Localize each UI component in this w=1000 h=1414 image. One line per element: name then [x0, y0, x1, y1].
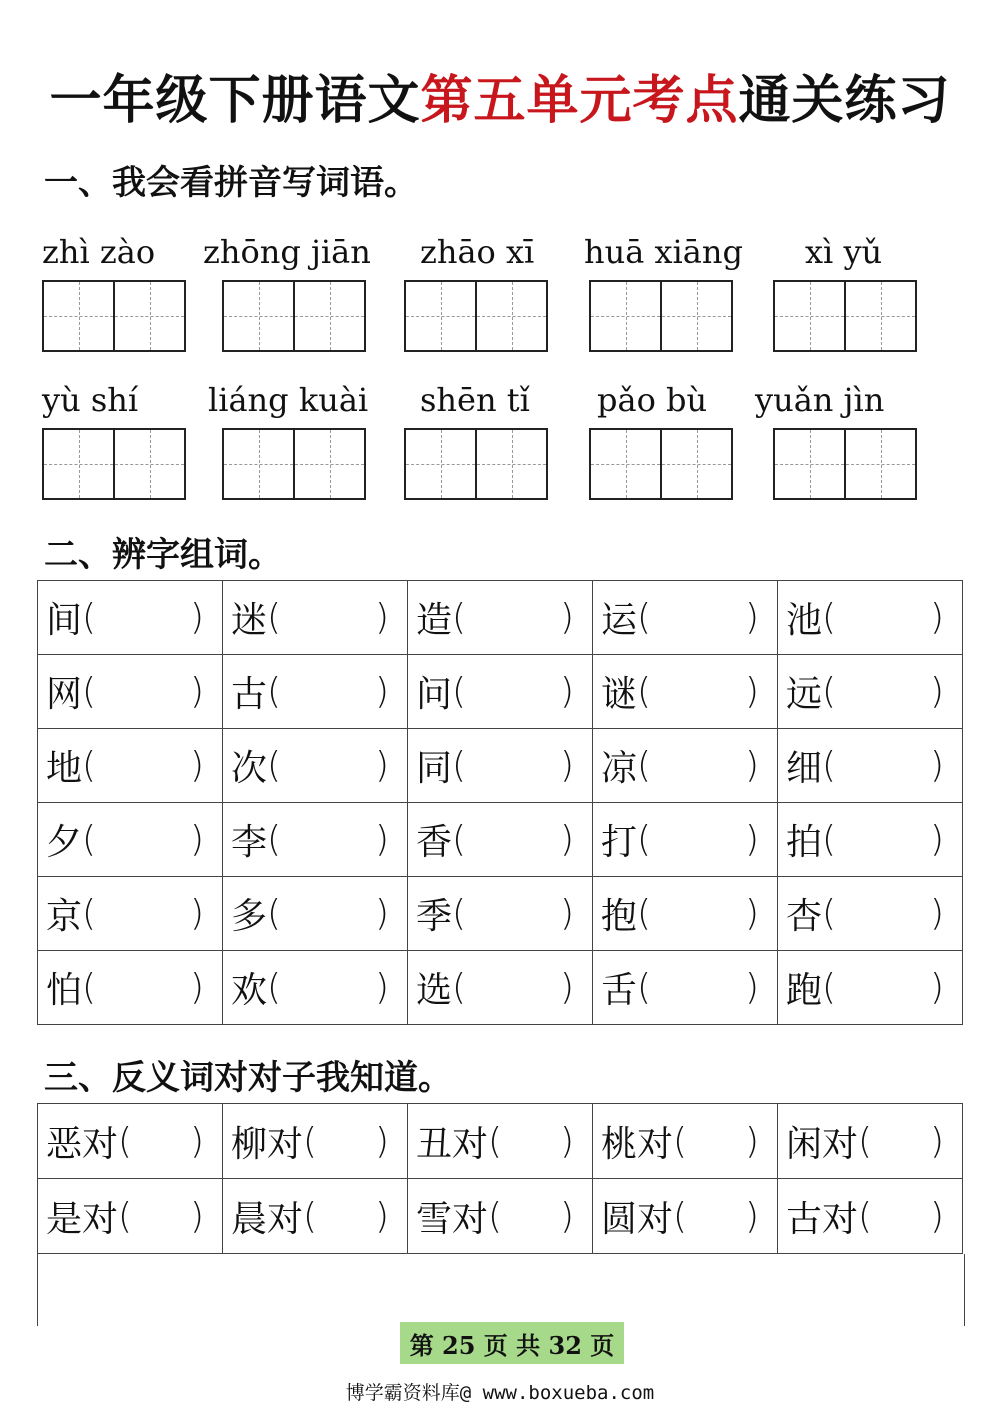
- cell-content: [786, 803, 944, 876]
- prompt-character: 雪对: [416, 1198, 489, 1240]
- word-group-table: [37, 580, 963, 1025]
- right-paren: ): [929, 1120, 944, 1162]
- table-cell[interactable]: [778, 1104, 963, 1179]
- table-cell[interactable]: [38, 655, 223, 729]
- left-paren: (: [118, 1195, 133, 1237]
- writing-box[interactable]: [404, 428, 548, 500]
- table-cell[interactable]: [223, 951, 408, 1025]
- prompt-character: 恶对: [46, 1123, 119, 1165]
- prompt-character: 抱: [601, 896, 638, 937]
- prompt-character: 舌: [601, 970, 638, 1011]
- right-paren: ): [744, 1195, 759, 1237]
- left-paren: (: [452, 745, 467, 786]
- cell-content: [231, 729, 389, 802]
- table-bottom-edge: [37, 1254, 965, 1326]
- prompt-character: 是对: [46, 1198, 119, 1240]
- right-paren: ): [744, 597, 759, 638]
- writing-box[interactable]: [222, 428, 366, 500]
- prompt-character: 凉: [601, 748, 638, 789]
- cell-content: [416, 581, 574, 654]
- pinyin-item: [404, 230, 550, 352]
- cell-content: [601, 1179, 759, 1253]
- left-paren: (: [267, 967, 282, 1008]
- cell-content: [601, 951, 759, 1024]
- table-cell[interactable]: [778, 951, 963, 1025]
- table-cell[interactable]: [223, 581, 408, 655]
- table-cell[interactable]: [593, 655, 778, 729]
- prompt-character: 问: [416, 674, 453, 715]
- table-cell[interactable]: [408, 803, 593, 877]
- prompt-character: 夕: [46, 822, 83, 863]
- table-cell[interactable]: [223, 1104, 408, 1179]
- cell-content: [46, 729, 204, 802]
- writing-box[interactable]: [773, 428, 917, 500]
- cell-content: [231, 581, 389, 654]
- left-paren: (: [118, 1120, 133, 1162]
- left-paren: (: [822, 745, 837, 786]
- right-paren: ): [744, 819, 759, 860]
- right-paren: ): [189, 819, 204, 860]
- cell-content: [601, 1104, 759, 1178]
- right-paren: ): [559, 819, 574, 860]
- cell-content: [786, 1179, 944, 1253]
- cell-content: [416, 1104, 574, 1178]
- cell-content: [231, 803, 389, 876]
- prompt-character: 丑对: [416, 1123, 489, 1165]
- table-cell[interactable]: [593, 877, 778, 951]
- cell-content: [416, 803, 574, 876]
- table-cell[interactable]: [38, 803, 223, 877]
- section-2-heading: 二、辨字组词。: [44, 535, 282, 575]
- prompt-character: 圆对: [601, 1198, 674, 1240]
- pinyin-row-1: [0, 230, 1000, 360]
- prompt-character: 网: [46, 674, 83, 715]
- pinyin-item: [773, 230, 919, 352]
- left-paren: (: [822, 671, 837, 712]
- right-paren: ): [559, 1195, 574, 1237]
- left-paren: (: [267, 819, 282, 860]
- pinyin-text: xì yǔ: [805, 233, 883, 271]
- pinyin-item: [589, 378, 735, 500]
- prompt-character: 杏: [786, 896, 823, 937]
- right-paren: ): [374, 671, 389, 712]
- pinyin-text: huā xiāng: [584, 233, 743, 271]
- right-paren: ): [559, 671, 574, 712]
- prompt-character: 造: [416, 600, 453, 641]
- prompt-character: 怕: [46, 970, 83, 1011]
- right-paren: ): [929, 819, 944, 860]
- pinyin-text: zhōng jiān: [203, 233, 371, 271]
- pinyin-text: shēn tǐ: [420, 381, 530, 419]
- cell-content: [786, 581, 944, 654]
- cell-content: [416, 1179, 574, 1253]
- right-paren: ): [744, 893, 759, 934]
- left-paren: (: [637, 745, 652, 786]
- right-paren: ): [929, 1195, 944, 1237]
- pinyin-item: [208, 378, 369, 500]
- prompt-character: 选: [416, 970, 453, 1011]
- left-paren: (: [303, 1195, 318, 1237]
- left-paren: (: [637, 597, 652, 638]
- left-paren: (: [82, 819, 97, 860]
- table-cell[interactable]: [223, 1179, 408, 1254]
- pinyin-text: yù shí: [42, 381, 139, 419]
- prompt-character: 同: [416, 748, 453, 789]
- right-paren: ): [559, 893, 574, 934]
- cell-content: [46, 1179, 204, 1253]
- pinyin-item: [42, 378, 188, 500]
- prompt-character: 运: [601, 600, 638, 641]
- table-cell[interactable]: [38, 581, 223, 655]
- prompt-character: 晨对: [231, 1198, 304, 1240]
- table-row: [38, 877, 963, 951]
- right-paren: ): [189, 1120, 204, 1162]
- writing-box[interactable]: [222, 280, 366, 352]
- table-cell[interactable]: [223, 655, 408, 729]
- pinyin-item: [203, 230, 371, 352]
- prompt-character: 池: [786, 600, 823, 641]
- pinyin-text: pǎo bù: [597, 381, 708, 419]
- prompt-character: 古对: [786, 1198, 859, 1240]
- pinyin-item: [404, 378, 550, 500]
- left-paren: (: [822, 597, 837, 638]
- prompt-character: 季: [416, 896, 453, 937]
- right-paren: ): [374, 893, 389, 934]
- pinyin-row-2: [0, 378, 1000, 508]
- prompt-character: 欢: [231, 970, 268, 1011]
- cell-content: [601, 655, 759, 728]
- table-cell[interactable]: [408, 729, 593, 803]
- table-row: [38, 1104, 963, 1179]
- writing-box[interactable]: [773, 280, 917, 352]
- pinyin-text: zhì zào: [42, 233, 156, 271]
- cell-content: [231, 1104, 389, 1178]
- table-cell[interactable]: [408, 951, 593, 1025]
- cell-content: [416, 877, 574, 950]
- left-paren: (: [673, 1195, 688, 1237]
- left-paren: (: [488, 1120, 503, 1162]
- prompt-character: 京: [46, 896, 83, 937]
- left-paren: (: [673, 1120, 688, 1162]
- cell-content: [601, 729, 759, 802]
- right-paren: ): [189, 597, 204, 638]
- left-paren: (: [822, 819, 837, 860]
- writing-box[interactable]: [589, 280, 733, 352]
- left-paren: (: [637, 819, 652, 860]
- section-1-heading: 一、我会看拼音写词语。: [44, 163, 418, 203]
- table-cell[interactable]: [593, 581, 778, 655]
- table-cell[interactable]: [778, 655, 963, 729]
- title-part-2: 第五单元考点: [420, 71, 739, 131]
- right-paren: ): [744, 745, 759, 786]
- table-cell[interactable]: [778, 581, 963, 655]
- table-cell[interactable]: [408, 1104, 593, 1179]
- cell-content: [231, 877, 389, 950]
- prompt-character: 李: [231, 822, 268, 863]
- table-cell[interactable]: [593, 951, 778, 1025]
- cell-content: [416, 729, 574, 802]
- prompt-character: 跑: [786, 970, 823, 1011]
- prompt-character: 地: [46, 748, 83, 789]
- left-paren: (: [637, 893, 652, 934]
- pinyin-text: yuǎn jìn: [755, 381, 885, 419]
- table-cell[interactable]: [408, 581, 593, 655]
- table-cell[interactable]: [223, 803, 408, 877]
- right-paren: ): [929, 967, 944, 1008]
- left-paren: (: [82, 745, 97, 786]
- left-paren: (: [637, 671, 652, 712]
- right-paren: ): [189, 745, 204, 786]
- prompt-character: 闲对: [786, 1123, 859, 1165]
- table-cell[interactable]: [38, 729, 223, 803]
- left-paren: (: [488, 1195, 503, 1237]
- table-cell[interactable]: [223, 729, 408, 803]
- prompt-character: 拍: [786, 822, 823, 863]
- table-cell[interactable]: [408, 1179, 593, 1254]
- right-paren: ): [189, 967, 204, 1008]
- title-part-3: 通关练习: [738, 71, 951, 131]
- left-paren: (: [267, 671, 282, 712]
- right-paren: ): [374, 597, 389, 638]
- table-row: [38, 803, 963, 877]
- table-cell[interactable]: [38, 1104, 223, 1179]
- cell-content: [416, 951, 574, 1024]
- left-paren: (: [82, 597, 97, 638]
- table-row: [38, 581, 963, 655]
- left-paren: (: [822, 967, 837, 1008]
- cell-content: [46, 803, 204, 876]
- right-paren: ): [374, 1120, 389, 1162]
- right-paren: ): [744, 1120, 759, 1162]
- left-paren: (: [822, 893, 837, 934]
- cell-content: [786, 729, 944, 802]
- cell-content: [786, 877, 944, 950]
- right-paren: ): [744, 967, 759, 1008]
- prompt-character: 古: [231, 674, 268, 715]
- left-paren: (: [452, 671, 467, 712]
- cell-content: [786, 951, 944, 1024]
- table-row: [38, 655, 963, 729]
- right-paren: ): [559, 745, 574, 786]
- right-paren: ): [374, 819, 389, 860]
- cell-content: [601, 803, 759, 876]
- prompt-character: 远: [786, 674, 823, 715]
- table-row: [38, 951, 963, 1025]
- table-row: [38, 1179, 963, 1254]
- antonym-table: [37, 1103, 963, 1254]
- left-paren: (: [303, 1120, 318, 1162]
- right-paren: ): [559, 1120, 574, 1162]
- right-paren: ): [744, 671, 759, 712]
- cell-content: [46, 655, 204, 728]
- table-cell[interactable]: [408, 655, 593, 729]
- right-paren: ): [374, 745, 389, 786]
- left-paren: (: [858, 1120, 873, 1162]
- cell-content: [231, 1179, 389, 1253]
- cell-content: [601, 581, 759, 654]
- pinyin-item: [755, 378, 901, 500]
- table-cell[interactable]: [778, 803, 963, 877]
- left-paren: (: [267, 745, 282, 786]
- left-paren: (: [452, 967, 467, 1008]
- cell-content: [46, 1104, 204, 1178]
- title-part-1: 一年级下册语文: [49, 71, 421, 131]
- right-paren: ): [374, 1195, 389, 1237]
- page-number-badge: 第 25 页 共 32 页: [400, 1322, 624, 1364]
- left-paren: (: [82, 671, 97, 712]
- cell-content: [786, 1104, 944, 1178]
- right-paren: ): [374, 967, 389, 1008]
- table-cell[interactable]: [778, 729, 963, 803]
- table-cell[interactable]: [778, 1179, 963, 1254]
- pinyin-text: liáng kuài: [208, 381, 369, 419]
- left-paren: (: [267, 893, 282, 934]
- right-paren: ): [189, 1195, 204, 1237]
- prompt-character: 次: [231, 748, 268, 789]
- right-paren: ): [559, 597, 574, 638]
- table-cell[interactable]: [38, 877, 223, 951]
- left-paren: (: [452, 597, 467, 638]
- cell-content: [231, 655, 389, 728]
- left-paren: (: [452, 893, 467, 934]
- cell-content: [601, 877, 759, 950]
- cell-content: [231, 951, 389, 1024]
- table-cell[interactable]: [593, 729, 778, 803]
- table-cell[interactable]: [38, 951, 223, 1025]
- writing-box[interactable]: [42, 428, 186, 500]
- right-paren: ): [929, 671, 944, 712]
- section-3-heading: 三、反义词对对子我知道。: [44, 1058, 452, 1098]
- table-cell[interactable]: [593, 1179, 778, 1254]
- table-row: [38, 729, 963, 803]
- pinyin-item: [584, 230, 743, 352]
- prompt-character: 多: [231, 896, 268, 937]
- prompt-character: 间: [46, 600, 83, 641]
- prompt-character: 香: [416, 822, 453, 863]
- right-paren: ): [929, 893, 944, 934]
- prompt-character: 柳对: [231, 1123, 304, 1165]
- prompt-character: 谜: [601, 674, 638, 715]
- prompt-character: 细: [786, 748, 823, 789]
- cell-content: [46, 581, 204, 654]
- prompt-character: 打: [601, 822, 638, 863]
- left-paren: (: [82, 967, 97, 1008]
- table-cell[interactable]: [593, 803, 778, 877]
- right-paren: ): [189, 671, 204, 712]
- prompt-character: 桃对: [601, 1123, 674, 1165]
- left-paren: (: [452, 819, 467, 860]
- table-cell[interactable]: [223, 877, 408, 951]
- table-cell[interactable]: [593, 1104, 778, 1179]
- table-cell[interactable]: [778, 877, 963, 951]
- cell-content: [416, 655, 574, 728]
- left-paren: (: [637, 967, 652, 1008]
- source-watermark: 博学霸资料库@ www.boxueba.com: [345, 1382, 655, 1404]
- left-paren: (: [267, 597, 282, 638]
- prompt-character: 迷: [231, 600, 268, 641]
- left-paren: (: [82, 893, 97, 934]
- pinyin-text: zhāo xī: [420, 233, 535, 271]
- table-cell[interactable]: [408, 877, 593, 951]
- cell-content: [786, 655, 944, 728]
- page-title: [0, 58, 1000, 133]
- writing-box[interactable]: [589, 428, 733, 500]
- table-cell[interactable]: [38, 1179, 223, 1254]
- left-paren: (: [858, 1195, 873, 1237]
- right-paren: ): [559, 967, 574, 1008]
- right-paren: ): [189, 893, 204, 934]
- writing-box[interactable]: [42, 280, 186, 352]
- right-paren: ): [929, 745, 944, 786]
- right-paren: ): [929, 597, 944, 638]
- cell-content: [46, 877, 204, 950]
- cell-content: [46, 951, 204, 1024]
- writing-box[interactable]: [404, 280, 548, 352]
- pinyin-item: [42, 230, 188, 352]
